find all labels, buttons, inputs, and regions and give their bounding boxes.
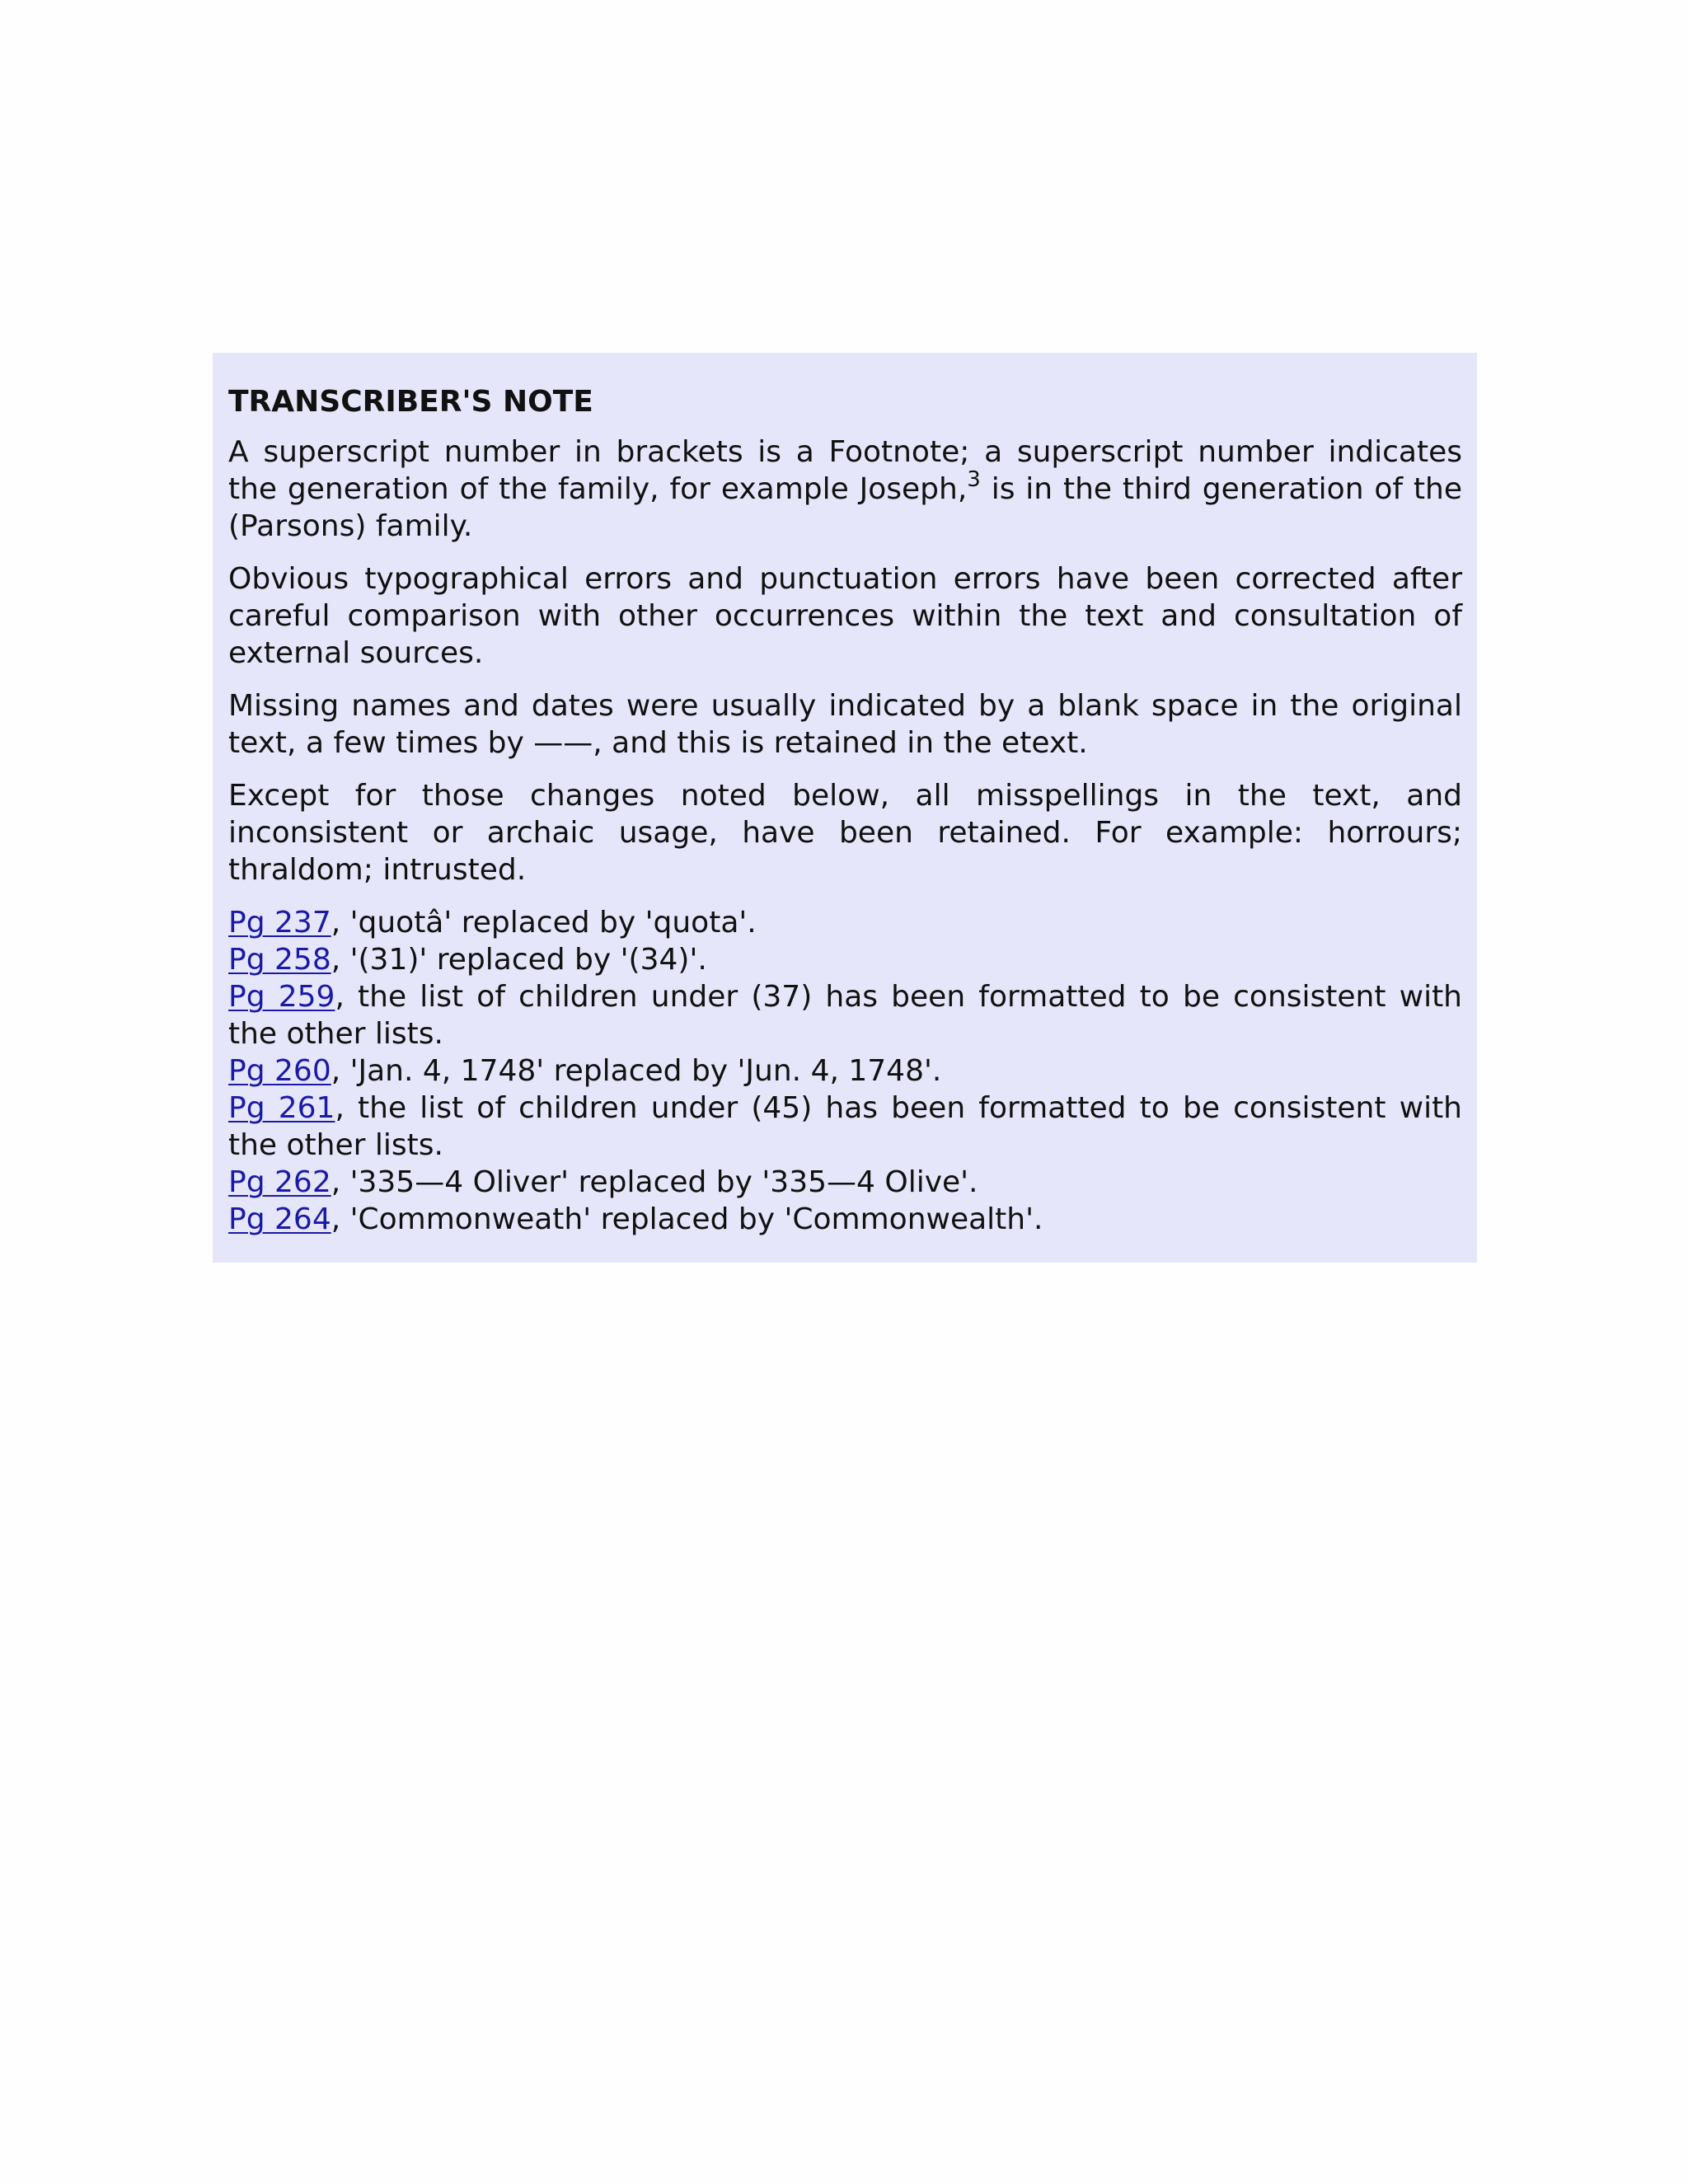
correction-text: , '(31)' replaced by '(34)'.	[331, 943, 707, 977]
transcribers-note-box	[213, 353, 1477, 1263]
correction-text: , '335—4 Oliver' replaced by '335—4 Olive'.	[331, 1165, 978, 1199]
correction-text: , the list of children under (45) has been formatted to be consistent with the other lists.	[228, 1091, 1462, 1162]
note-paragraph-misspellings: Except for those changes noted below, all misspellings in the text, and inconsistent or archaic usage, have been retained. For example: horrours; thraldom; intrusted.	[228, 779, 1462, 887]
page-link-261[interactable]: Pg 261	[228, 1091, 335, 1125]
corrections-list	[228, 904, 1462, 1238]
page-link-264[interactable]: Pg 264	[228, 1202, 331, 1236]
correction-item	[228, 1052, 1462, 1090]
note-title: TRANSCRIBER'S NOTE	[228, 385, 593, 419]
note-paragraph-footnotes-text-end: is in the third generation of the (Parsons) family.	[228, 472, 1462, 543]
correction-item	[228, 1164, 1462, 1201]
correction-item	[228, 941, 1462, 978]
correction-item	[228, 904, 1462, 941]
page-link-262[interactable]: Pg 262	[228, 1165, 331, 1199]
correction-text: , 'quotâ' replaced by 'quota'.	[331, 906, 757, 940]
note-paragraph-typos: Obvious typographical errors and punctuation errors have been corrected after careful comparison with other occurrences within the text and consultation of external sources.	[228, 562, 1462, 670]
correction-text: , the list of children under (37) has been formatted to be consistent with the other lists.	[228, 980, 1462, 1051]
correction-item	[228, 1201, 1462, 1238]
note-paragraph-footnotes-text: A superscript number in brackets is a Footnote; a superscript number indicates the generation of the family, for example Joseph,	[228, 435, 1462, 506]
generation-superscript: 3	[967, 467, 981, 492]
page-link-260[interactable]: Pg 260	[228, 1054, 331, 1088]
note-paragraph-footnotes	[228, 434, 1462, 545]
correction-item	[228, 978, 1462, 1052]
page-link-237[interactable]: Pg 237	[228, 906, 331, 940]
correction-item	[228, 1090, 1462, 1164]
correction-text: , 'Commonweath' replaced by 'Commonwealth'.	[331, 1202, 1043, 1236]
correction-text: , 'Jan. 4, 1748' replaced by 'Jun. 4, 1748'.	[331, 1054, 942, 1088]
note-paragraph-missing-names: Missing names and dates were usually indicated by a blank space in the original text, a few times by ——, and this is retained in the etext.	[228, 689, 1462, 760]
page-link-258[interactable]: Pg 258	[228, 943, 331, 977]
page-link-259[interactable]: Pg 259	[228, 980, 335, 1014]
